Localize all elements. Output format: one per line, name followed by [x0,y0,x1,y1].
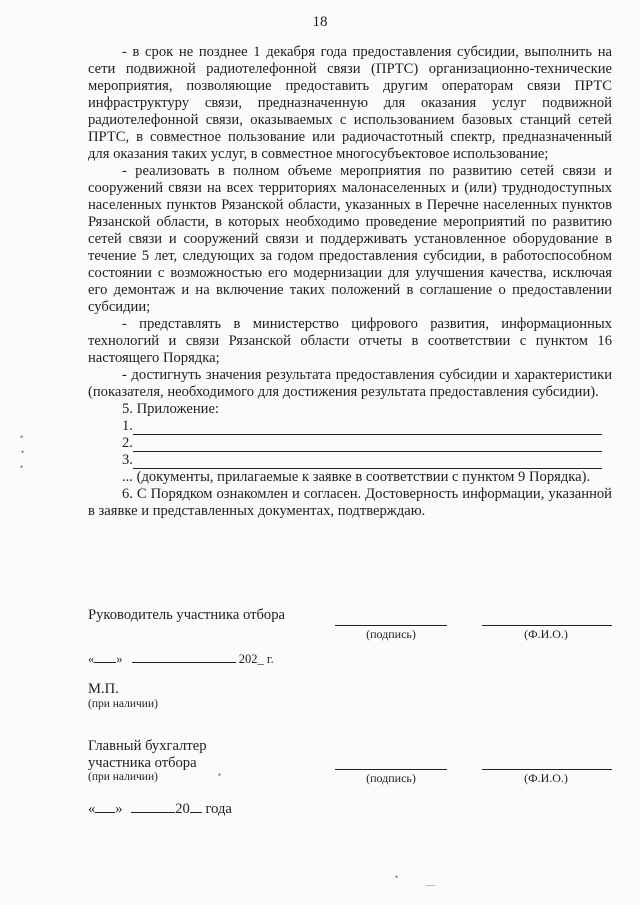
head-signature-title: Руководитель участника отбора [88,607,285,623]
accountant-note: (при наличии) [88,771,158,783]
attachment-line [88,452,612,469]
head-sign-caption: (подпись) [366,627,416,641]
attachment-number: 1. [122,418,133,434]
stamp-label: М.П. [88,681,119,697]
scan-speck: • [20,432,24,442]
attachment-number: 2. [122,435,133,451]
attachment-number: 3. [122,452,133,468]
head-name-caption: (Ф.И.О.) [524,627,568,641]
scan-speck: • [395,872,399,882]
accountant-title-line1: Главный бухгалтер [88,738,207,754]
date-line-1: « » 202_ г. [88,652,274,666]
attachments-heading: 5. Приложение: [122,401,219,417]
scan-speck: • [20,462,24,472]
accountant-signature-line [335,768,447,770]
page-number: 18 [312,14,328,30]
document-body [88,44,612,520]
scan-speck: — [426,880,435,890]
scan-speck: • [218,770,222,780]
scan-speck: • [21,447,25,457]
obligation-paragraph: - достигнуть значения результата предоставления субсидии и характеристики (показателя, необходимого для достижения результата предоставления субсидии). [88,367,612,400]
accountant-name-line [482,768,612,770]
head-signature-line [335,624,447,626]
obligation-paragraph: - реализовать в полном объеме мероприятия по развитию сетей связи и сооружений связи на всех территориях малонаселенных и (или) труднодоступных населенных пунктов Рязанской области, указанных в Перечне населенных пунктов Рязанской области, в которых необходимо проведение мероприятий по развитию сетей связи и сооружений связи и поддерживать установленное оборудование в течение 5 лет, следующих за годом предоставления субсидии, в работоспособном состоянии с возможностью его модернизации для улучшения качества, исключая его демонтаж и на включение таких положений в соглашение о предоставлении субсидии; [88,163,612,315]
attachment-line [88,418,612,435]
obligation-paragraph: - представлять в министерство цифрового развития, информационных технологий и связи Рязанской области отчеты в соответствии с пунктом 16 настоящего Порядка; [88,316,612,366]
stamp-note: (при наличии) [88,698,158,710]
obligation-paragraph: - в срок не позднее 1 декабря года предоставления субсидии, выполнить на сети подвижной радиотелефонной связи (ПРТС) организационно-технические мероприятия, позволяющие предоставить другим операторам связи ПРТС инфраструктуру связи, предназначенную для оказания услуг подвижной радиотелефонной связи, оказываемых с использованием базовых станций сетей ПРТС, в совместное пользование или радиочастотный спектр, предназначенный для оказания таких услуг, в совместное многосубъектовое использование; [88,44,612,162]
head-name-line [482,624,612,626]
accountant-title-line2: участника отбора [88,755,197,771]
attachment-line [88,435,612,452]
accountant-sign-caption: (подпись) [366,771,416,785]
agreement-statement: 6. С Порядком ознакомлен и согласен. Достоверность информации, указанной в заявке и представленных документах, подтверждаю. [88,486,612,519]
attachments-note: ... (документы, прилагаемые к заявке в соответствии с пунктом 9 Порядка). [122,469,591,485]
date-line-2: « » 20 года [88,801,232,817]
accountant-name-caption: (Ф.И.О.) [524,771,568,785]
